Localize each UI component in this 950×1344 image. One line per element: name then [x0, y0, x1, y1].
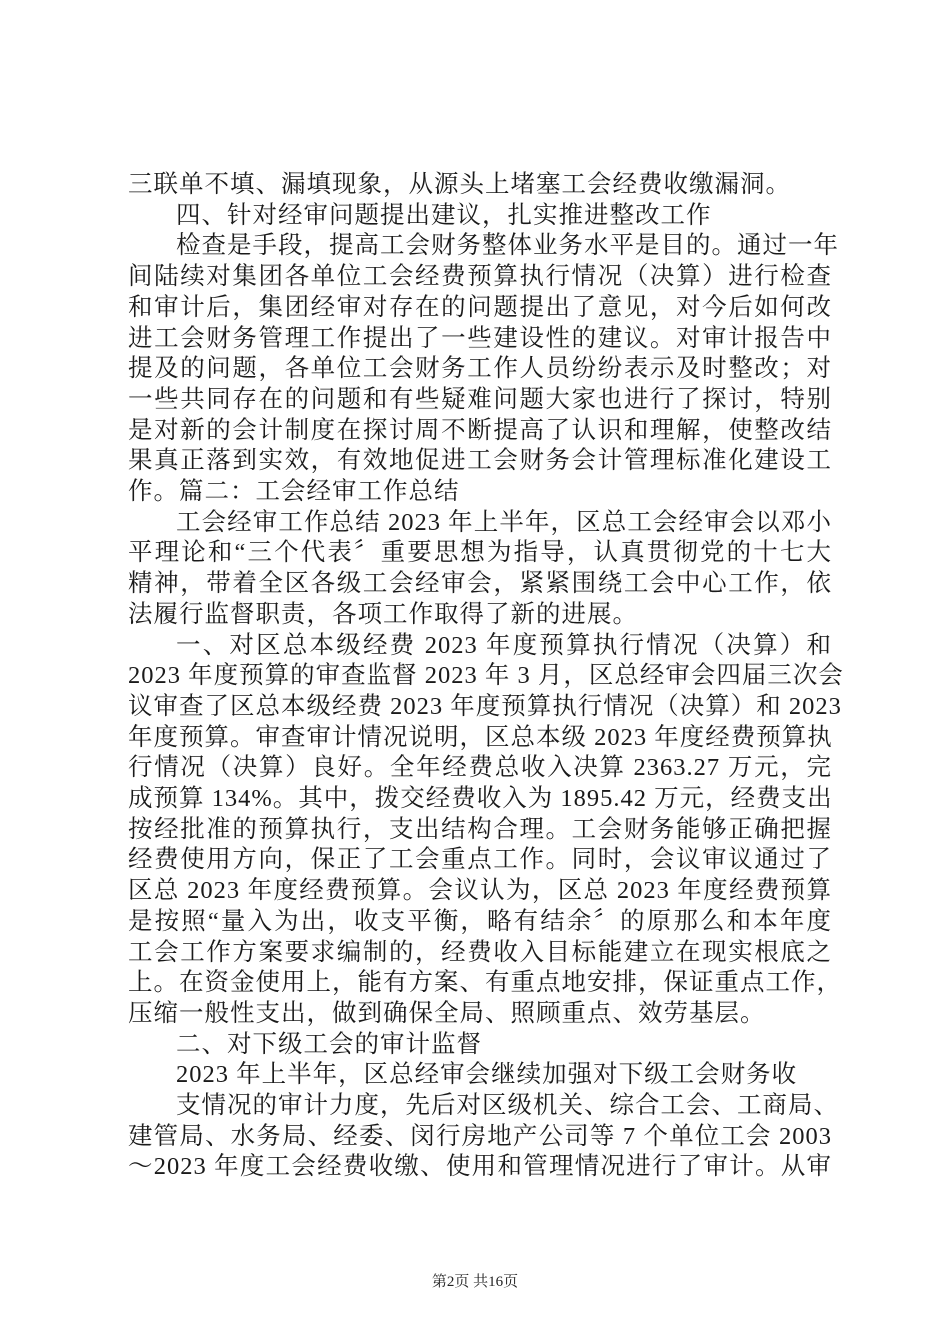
text-line: 成预算 134%。其中，拨交经费收入为 1895.42 万元，经费支出 [128, 785, 833, 812]
text-line: 三联单不填、漏填现象，从源头上堵塞工会经费收缴漏洞。 [128, 171, 791, 198]
page-footer: 第2页 共16页 [431, 1274, 519, 1290]
text-line: 上。在资金使用上，能有方案、有重点地安排，保证重点工作， [128, 969, 842, 997]
text-line: 支情况的审计力度，先后对区级机关、综合工会、工商局、 [176, 1092, 839, 1119]
text-line: 建管局、水务局、经委、闵行房地产公司等 7 个单位工会 2003 [128, 1122, 832, 1150]
text-line: 提及的问题，各单位工会财务工作人员纷纷表示及时整改；对 [128, 355, 832, 383]
text-line: 工会经审工作总结 2023 年上半年，区总工会经审会以邓小 [176, 508, 832, 536]
text-line: 检查是手段，提高工会财务整体业务水平是目的。通过一年 [176, 232, 839, 260]
text-line: 精神，带着全区各级工会经审会，紧紧围绕工会中心工作，依 [128, 570, 832, 598]
text-line: 2023 年上半年，区总经审会继续加强对下级工会财务收 [176, 1061, 798, 1089]
text-line: 进工会财务管理工作提出了一些建设性的建议。对审计报告中 [128, 324, 832, 352]
text-line: 四、针对经审问题提出建议，扎实推进整改工作 [176, 201, 712, 229]
text-line: 年度预算。审查审计情况说明，区总本级 2023 年度经费预算执 [128, 723, 833, 751]
text-line: 法履行监督职责，各项工作取得了新的进展。 [128, 600, 638, 628]
text-line: 区总 2023 年度经费预算。会议认为，区总 2023 年度经费预算 [128, 877, 832, 905]
text-line: 按经批准的预算执行，支出结构合理。工会财务能够正确把握 [128, 815, 832, 843]
text-line: ～2023 年度工会经费收缴、使用和管理情况进行了审计。从审 [128, 1153, 832, 1181]
text-line: 平理论和“三个代表〞重要思想为指导，认真贯彻党的十七大 [128, 539, 832, 567]
text-line: 是按照“量入为出，收支平衡，略有结余〞的原那么和本年度 [128, 907, 832, 935]
text-line: 行情况（决算）良好。全年经费总收入决算 2363.27 万元，完 [128, 754, 832, 782]
text-line: 压缩一般性支出，做到确保全局、照顾重点、效劳基层。 [128, 999, 766, 1027]
text-line: 2023 年度预算的审查监督 2023 年 3 月，区总经审会四届三次会 [128, 662, 844, 690]
text-line: 二、对下级工会的审计监督 [176, 1030, 482, 1058]
text-line: 一、对区总本级经费 2023 年度预算执行情况（决算）和 [176, 631, 832, 659]
text-line: 作。篇二：工会经审工作总结 [128, 478, 460, 505]
text-line: 议审查了区总本级经费 2023 年度预算执行情况（决算）和 2023 [128, 692, 842, 720]
text-line: 和审计后，集团经审对存在的问题提出了意见，对今后如何改 [128, 293, 832, 321]
text-line: 间陆续对集团各单位工会经费预算执行情况（决算）进行检查 [128, 263, 832, 291]
text-line: 一些共同存在的问题和有些疑难问题大家也进行了探讨，特别 [128, 385, 832, 413]
text-line: 工会工作方案要求编制的，经费收入目标能建立在现实根底之 [128, 938, 832, 966]
text-line: 经费使用方向，保正了工会重点工作。同时，会议审议通过了 [128, 846, 832, 874]
text-line: 是对新的会计制度在探讨周不断提高了认识和理解，使整改结 [128, 416, 832, 444]
text-line: 果真正落到实效，有效地促进工会财务会计管理标准化建设工 [128, 447, 832, 475]
